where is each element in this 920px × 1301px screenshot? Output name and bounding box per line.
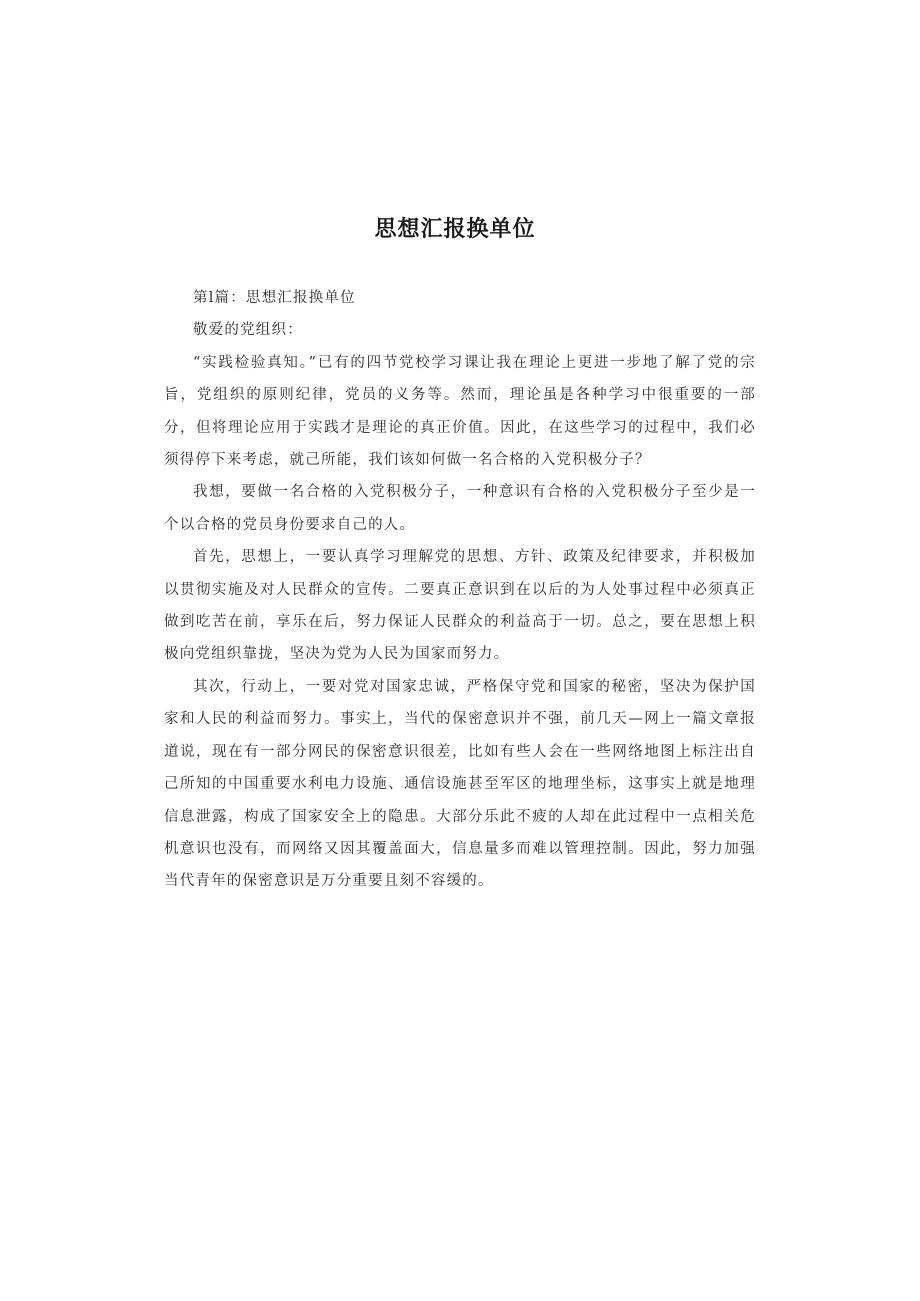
paragraph: 其次，行动上，一要对党对国家忠诚，严格保守党和国家的秘密，坚决为保护国家和人民的利益而努力。事实上，当代的保密意识并不强，前几天—网上一篇文章报道说，现在有一部分网民的保密意识很差，比如有些人会在一些网络地图上标注出自己所知的中国重要水利电力设施、通信设施甚至军区的地理坐标，这事实上就是地理信息泄露，构成了国家安全上的隐患。大部分乐此不疲的人却在此过程中一点相关危机意识也没有，而网络又因其覆盖面大，信息量多而难以管理控制。因此，努力加强当代青年的保密意识是万分重要且刻不容缓的。 [164,678,756,890]
paragraph: 我想，要做一名合格的入党积极分子，一种意识有合格的入党积极分子至少是一个以合格的党员身份要求自己的人。 [164,484,756,533]
paragraph: 首先，思想上，一要认真学习理解党的思想、方针、政策及纪律要求，并积极加以贯彻实施及对人民群众的宣传。二要真正意识到在以后的为人处事过程中必须真正做到吃苦在前，享乐在后，努力保证人民群众的利益高于一切。总之，要在思想上积极向党组织靠拢，坚决为党为人民为国家而努力。 [164,549,756,663]
document-body [164,282,756,898]
document-title: 思想汇报换单位 [374,217,536,242]
salutation: 敬爱的党组织： [193,322,303,339]
chapter-heading: 第l篇：思想汇报换单位 [193,290,356,306]
paragraph: “实践检验真知。”已有的四节党校学习课让我在理论上更进一步地了解了党的宗旨，党组织的原则纪律，党员的义务等。然而，理论虽是各种学习中很重要的一部分，但将理论应用于实践才是理论的真正价值。因此，在这些学习的过程中，我们必须得停下来考虑，就己所能，我们该如何做一名合格的入党积极分子？ [164,354,756,469]
